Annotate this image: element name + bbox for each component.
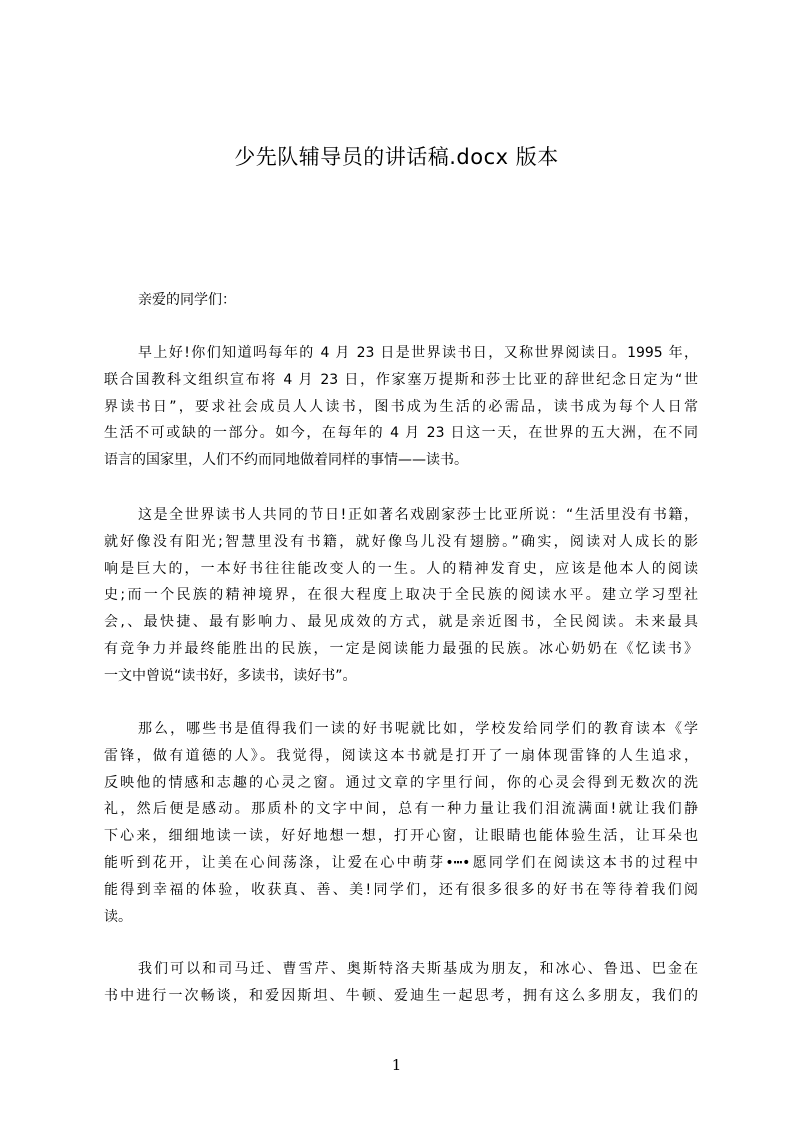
paragraph-line: 会,、最快捷、最有影响力、最见成效的方式，就是亲近图书，全民阅读。未来最具 <box>104 614 698 631</box>
paragraph-line: 能听到花开，让美在心间荡涤，让爱在心中萌芽•┅•愿同学们在阅读这本书的过程中 <box>104 854 698 871</box>
paragraph-line: 能得到幸福的体验，收获真、善、美!同学们，还有很多很多的好书在等待着我们阅 <box>104 881 698 898</box>
paragraph-line: 语言的国家里，人们不约而同地做着同样的事情——读书。 <box>104 452 468 469</box>
paragraph-line: 联合国教科文组织宣布将 4 月 23 日，作家塞万提斯和莎士比亚的辞世纪念日定为“世 <box>104 371 698 388</box>
paragraph-line: 一文中曾说“读书好，多读书，读好书”。 <box>104 667 357 684</box>
paragraph-line: 书中进行一次畅谈，和爱因斯坦、牛顿、爱迪生一起思考，拥有这么多朋友，我们的 <box>104 987 698 1004</box>
page-number: 1 <box>391 1056 402 1074</box>
document-title: 少先队辅导员的讲话稿.docx 版本 <box>234 145 559 169</box>
paragraph-line: 反映他的情感和志趣的心灵之窗。通过文章的字里行间，你的心灵会得到无数次的洗 <box>104 774 698 791</box>
paragraph-line: 早上好!你们知道吗每年的 4 月 23 日是世界读书日，又称世界阅读日。1995 年， <box>138 345 698 361</box>
document-body <box>104 0 698 1122</box>
paragraph-line: 界读书日”，要求社会成员人人读书，图书成为生活的必需品，读书成为每个人日常 <box>104 398 698 415</box>
paragraph-line: 史;而一个民族的精神境界，在很大程度上取决于全民族的阅读水平。建立学习型社 <box>104 587 698 604</box>
paragraph-line: 就好像没有阳光;智慧里没有书籍，就好像鸟儿没有翅膀。”确实，阅读对人成长的影 <box>104 533 698 550</box>
paragraph-line: 读。 <box>104 908 132 925</box>
paragraph-line: 我们可以和司马迁、曹雪芹、奥斯特洛夫斯基成为朋友，和冰心、鲁迅、巴金在 <box>138 961 698 977</box>
paragraph-line: 那么，哪些书是值得我们一读的好书呢就比如，学校发给同学们的教育读本《学 <box>138 721 698 737</box>
paragraph-line: 下心来，细细地读一读，好好地想一想，打开心窗，让眼睛也能体验生活，让耳朵也 <box>104 828 698 845</box>
paragraph-4 <box>104 956 698 1010</box>
paragraph-line: 响是巨大的，一本好书往往能改变人的一生。人的精神发育史，应该是他本人的阅读 <box>104 560 698 577</box>
paragraph-line: 有竞争力并最终能胜出的民族，一定是阅读能力最强的民族。冰心奶奶在《忆读书》 <box>104 640 698 657</box>
paragraph-line: 生活不可或缺的一部分。如今，在每年的 4 月 23 日这一天，在世界的五大洲，在不同 <box>104 425 698 442</box>
paragraph-line: 礼，然后便是感动。那质朴的文字中间，总有一种力量让我们泪流满面!就让我们静 <box>104 801 698 818</box>
paragraph-2 <box>104 502 698 690</box>
salutation: 亲爱的同学们： <box>138 292 236 308</box>
paragraph-line: 这是全世界读书人共同的节日!正如著名戏剧家莎士比亚所说：“生活里没有书籍， <box>138 507 698 523</box>
paragraph-3 <box>104 716 698 930</box>
paragraph-1 <box>104 340 698 474</box>
paragraph-line: 雷锋，做有道德的人》。我觉得，阅读这本书就是打开了一扇体现雷锋的人生追求， <box>104 747 698 764</box>
